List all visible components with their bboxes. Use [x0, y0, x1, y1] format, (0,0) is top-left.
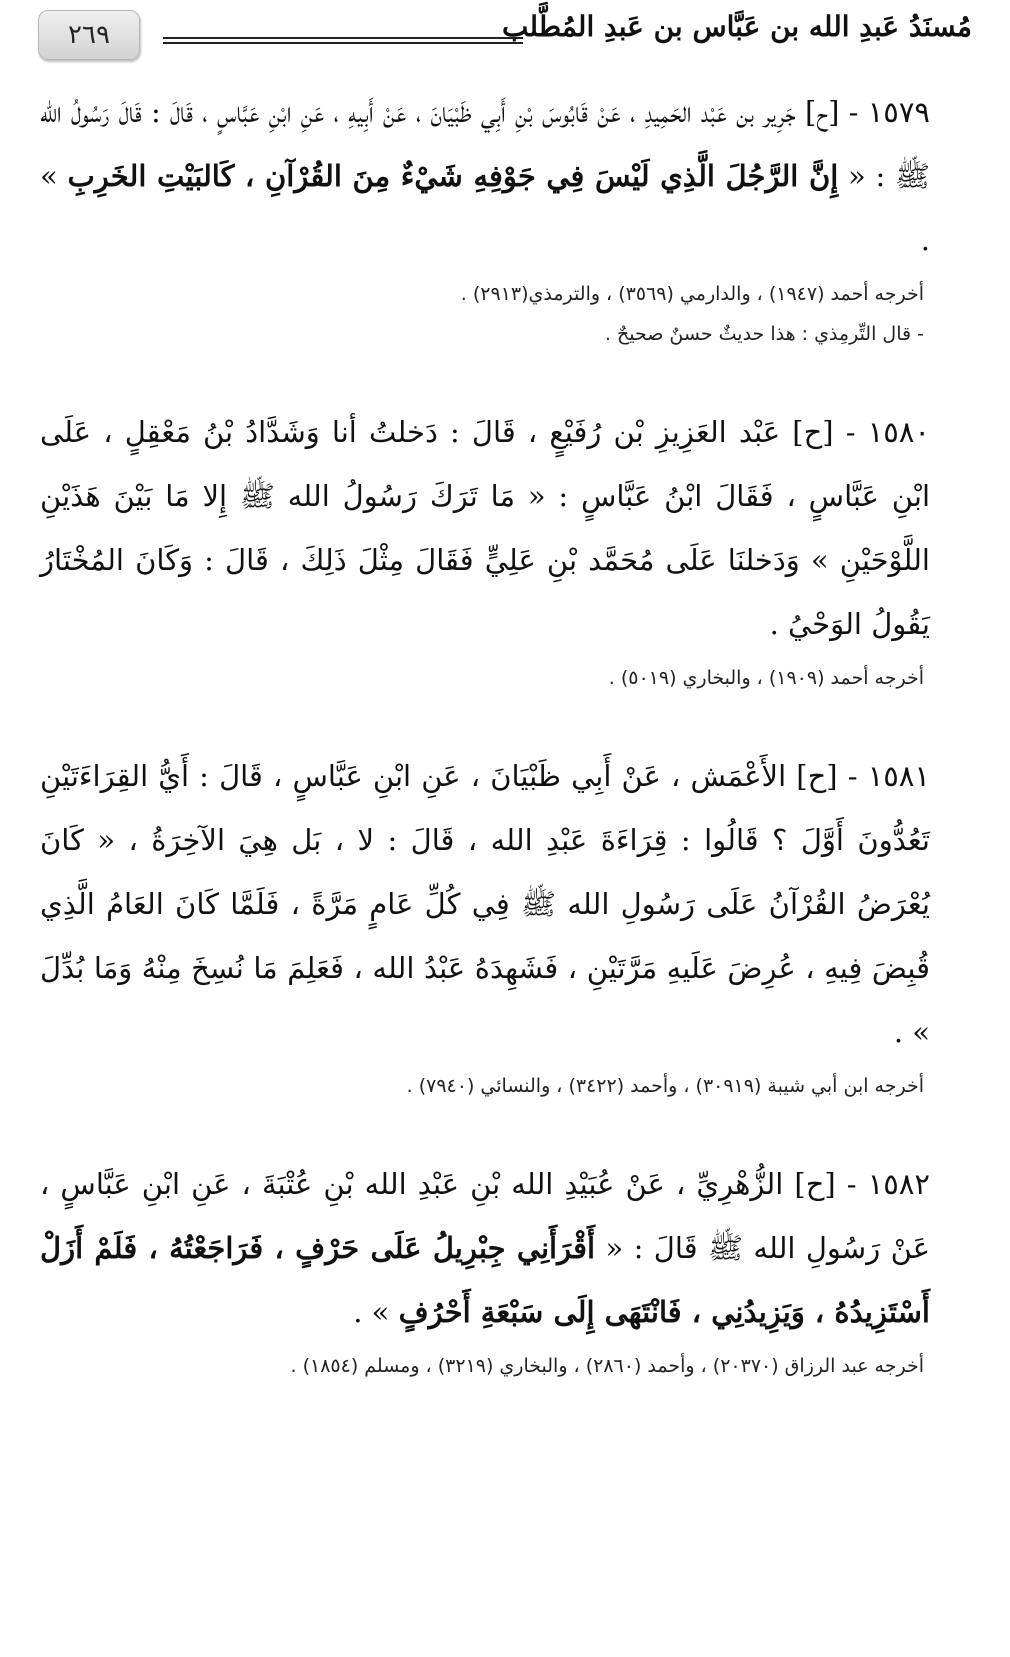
hadith-text	[40, 400, 930, 656]
hadith-text	[40, 744, 930, 1064]
hadith-text	[40, 1152, 930, 1344]
hadith-entry	[40, 400, 930, 696]
hadith-number: ١٥٧٩	[867, 95, 930, 129]
hadith-chain: - [ح] الزُّهْرِيِّ ، عَنْ عُبَيْدِ الله بْنِ عَبْدِ الله بْنِ عُتْبَةَ ، عَنِ ابْنِ عَبَّاسٍ ، عَنْ رَسُولِ الله ﷺ قَالَ : «	[40, 1167, 931, 1265]
hadith-matn: أَقْرَأَنِي جِبْرِيلُ عَلَى حَرْفٍ ، فَرَاجَعْتُهُ ، فَلَمْ أَزَلْ أَسْتَزِيدُهُ ، وَيَزِيدُنِي ، فَانْتَهَى إِلَى سَبْعَةِ أَحْرُفٍ	[40, 1231, 930, 1329]
takhrij-line: - قال التِّرمِذي : هذا حديثٌ حسنٌ صحيحٌ .	[604, 323, 924, 345]
hadith-text	[40, 80, 930, 272]
hadith-number: ١٥٨٠	[867, 415, 931, 449]
hadith-entry	[40, 80, 930, 352]
takhrij-line: أخرجه أحمد (١٩٤٧) ، والدارمي (٣٥٦٩) ، والترمذي(٢٩١٣) .	[460, 283, 924, 305]
hadith-chain: - [ح] الأَعْمَش ، عَنْ أَبِي ظَبْيَانَ ، عَنِ ابْنِ عَبَّاسٍ ، قَالَ : أَيُّ القِرَاءَتَيْنِ تَعُدُّونَ أَوَّلَ ؟ قَالُوا : قِرَاءَةَ عَبْدِ الله ، قَالَ : لا ، بَل هِيَ الآخِرَةُ ، « كَانَ يُعْرَضُ القُرْآنُ عَلَى رَسُولِ الله ﷺ فِي كُلِّ عَامٍ مَرَّةً ، فَلَمَّا كَانَ العَامُ الَّذِي قُبِضَ فِيهِ ، عُرِضَ عَلَيهِ مَرَّتَيْنِ ، فَشَهِدَهُ عَبْدُ الله ، فَعَلِمَ مَا نُسِخَ مِنْهُ وَمَا بُدِّلَ » .	[40, 759, 930, 1049]
hadith-chain: - [ح] جَرِير بن عَبْد الحَمِيدِ ، عَنْ قَابُوسَ بْنِ أَبِي ظَبْيَانَ ، عَنْ أَبِيهِ ، عَنِ ابْنِ عَبَّاسٍ ، قَالَ : قَالَ رَسُولُ الله ﷺ : «	[40, 95, 931, 193]
running-title: مُسنَدُ عَبدِ الله بن عَبَّاس بن عَبدِ المُطَّلب	[502, 10, 972, 43]
hadith-entry	[40, 1152, 930, 1384]
hadith-tail: » .	[353, 1295, 390, 1329]
header-rule	[163, 37, 523, 44]
hadith-matn: إِنَّ الرَّجُلَ الَّذِي لَيْسَ فِي جَوْفِهِ شَيْءٌ مِنَ القُرْآنِ ، كَالبَيْتِ الخَرِبِ	[67, 159, 839, 193]
page-header	[28, 6, 972, 64]
takhrij-line: أخرجه ابن أبي شيبة (٣٠٩١٩) ، وأحمد (٣٤٢٢) ، والنسائي (٧٩٤٠) .	[406, 1075, 924, 1097]
takhrij-line: أخرجه أحمد (١٩٠٩) ، والبخاري (٥٠١٩) .	[608, 667, 924, 689]
hadith-tail: » .	[40, 159, 930, 257]
hadith-number: ١٥٨١	[867, 759, 931, 793]
page-number: ٢٦٩	[38, 10, 140, 60]
hadith-number: ١٥٨٢	[867, 1167, 930, 1201]
page-body	[40, 80, 930, 1432]
hadith-chain: - [ح] عَبْد العَزِيزِ بْن رُفَيْعٍ ، قَالَ : دَخلتُ أنا وَشَدَّادُ بْنُ مَعْقِلٍ ، عَلَى ابْنِ عَبَّاسٍ ، فَقَالَ ابْنُ عَبَّاسٍ : « مَا تَرَكَ رَسُولُ الله ﷺ إِلا مَا بَيْنَ هَذَيْنِ اللَّوْحَيْنِ » وَدَخلنَا عَلَى مُحَمَّد بْنِ عَلِيٍّ فَقَالَ مِثْلَ ذَلِكَ ، قَالَ : وَكَانَ المُخْتَارُ يَقُولُ الوَحْيُ .	[40, 415, 930, 641]
hadith-entry	[40, 744, 930, 1104]
takhrij-line: أخرجه عبد الرزاق (٢٠٣٧٠) ، وأحمد (٢٨٦٠) ، والبخاري (٣٢١٩) ، ومسلم (١٨٥٤) .	[290, 1355, 924, 1377]
